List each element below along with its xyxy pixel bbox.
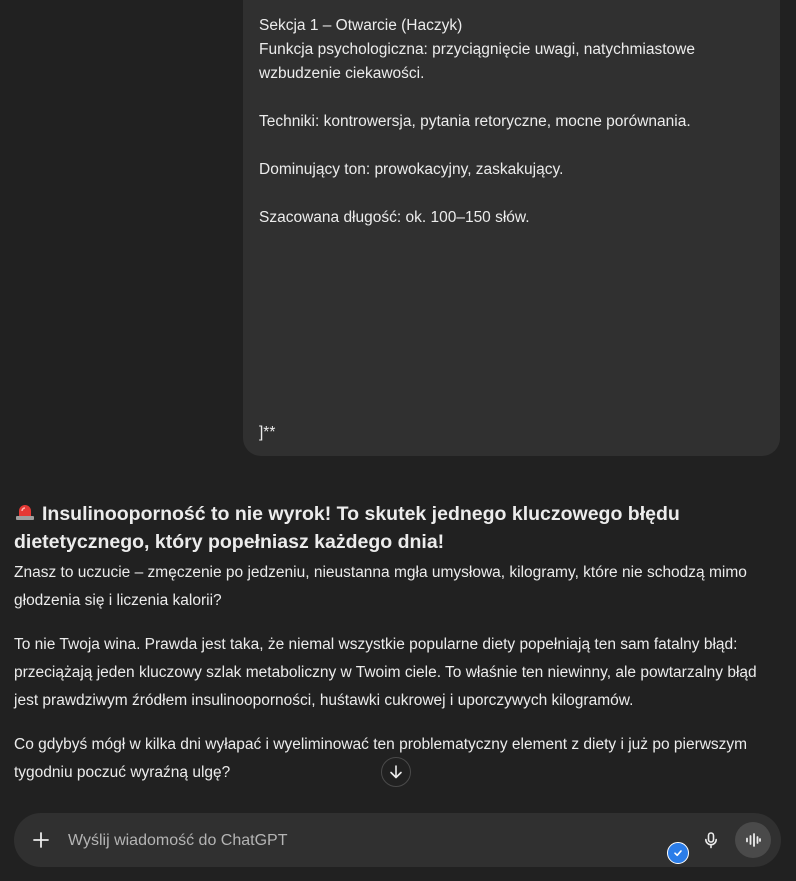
message-composer	[14, 813, 781, 867]
assistant-paragraph: To nie Twoja wina. Prawda jest taka, że niemal wszystkie popularne diety popełniają ten sam fatalny błąd: przeciążają jeden kluczowy szlak metaboliczny w Twoim ciele. To właśnie ten niewinny, ale powtarzalny błąd jest prawdziwym źródłem insulinooporności, huśtawki cukrowej i uporczywych kilogramów.	[14, 636, 757, 709]
user-message-line: wzbudzenie ciekawości.	[259, 65, 425, 82]
user-message-line	[259, 86, 764, 110]
user-message-line: Dominujący ton: prowokacyjny, zaskakujący.	[259, 161, 564, 178]
assistant-paragraph: Co gdybyś mógł w kilka dni wyłapać i wyeliminować ten problematyczny element z diety i już po pierwszym tygodniu poczuć wyraźną ulgę?	[14, 736, 748, 781]
user-message-closing: ]**	[259, 424, 276, 441]
user-message-line	[259, 182, 764, 206]
user-message-line: Sekcja 1 – Otwarcie (Haczyk)	[259, 17, 463, 34]
check-badge-icon	[667, 842, 689, 864]
assistant-heading	[14, 500, 784, 556]
plus-icon	[32, 831, 50, 849]
message-input[interactable]	[66, 829, 630, 853]
voice-mode-icon	[744, 831, 762, 849]
assistant-paragraph: Znasz to uczucie – zmęczenie po jedzeniu, nieustanna mgła umysłowa, kilogramy, które nie schodzą mimo głodzenia się i liczenia kalorii?	[14, 564, 747, 609]
user-message-line: Funkcja psychologiczna: przyciągnięcie uwagi, natychmiastowe	[259, 41, 695, 58]
dictate-button[interactable]	[698, 827, 724, 853]
user-message-bubble	[243, 0, 780, 456]
user-message-line: Techniki: kontrowersja, pytania retoryczne, mocne porównania.	[259, 113, 691, 130]
user-message-line: Szacowana długość: ok. 100–150 słów.	[259, 209, 530, 226]
assistant-heading-text: Insulinooporność to nie wyrok! To skutek jednego kluczowego błędu dietetycznego, który popełniasz każdego dnia!	[14, 503, 680, 553]
add-attachment-button[interactable]	[28, 827, 54, 853]
microphone-icon	[702, 831, 720, 849]
voice-mode-button[interactable]	[735, 822, 771, 858]
scroll-down-button[interactable]	[381, 757, 411, 787]
user-message-line	[259, 134, 764, 158]
arrow-down-icon	[388, 764, 404, 780]
siren-icon	[14, 502, 36, 522]
